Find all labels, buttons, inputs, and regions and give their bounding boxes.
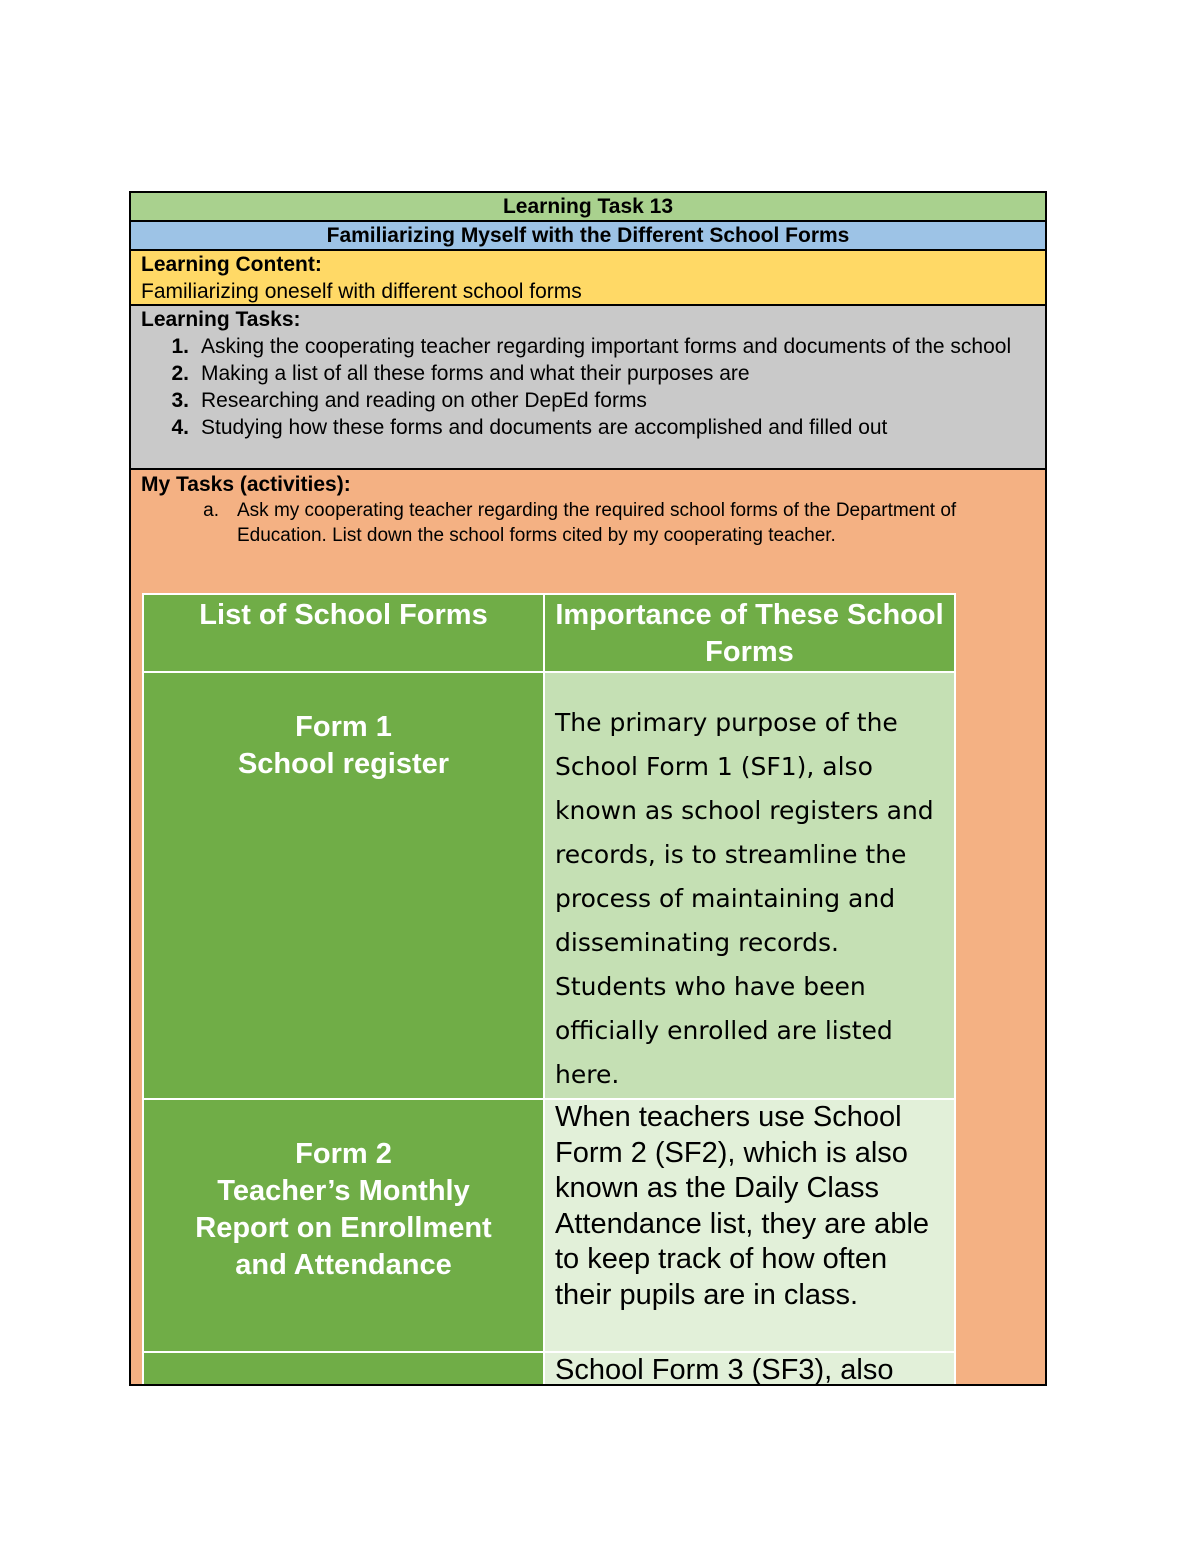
form-number: Form 1 xyxy=(295,711,392,743)
list-item-number: 1. xyxy=(171,335,189,358)
importance-cell xyxy=(544,672,955,1099)
learning-content-text: Familiarizing oneself with different school forms xyxy=(141,280,582,303)
list-item-text: Making a list of all these forms and what their purposes are xyxy=(201,362,750,385)
form-title: Teacher’s Monthly Report on Enrollment and Attendance xyxy=(195,1175,492,1281)
list-item xyxy=(131,360,1045,387)
form-number: Form 2 xyxy=(295,1138,392,1170)
list-item-number: 3. xyxy=(171,389,189,412)
learning-tasks-list xyxy=(131,333,1045,441)
list-item-letter: a. xyxy=(203,500,219,521)
learning-tasks-section xyxy=(131,306,1045,470)
list-item-text: Researching and reading on other DepEd forms xyxy=(201,389,647,412)
title-band xyxy=(131,193,1045,222)
list-item-number: 4. xyxy=(171,416,189,439)
list-item xyxy=(131,387,1045,414)
list-item xyxy=(131,414,1045,441)
form-name-cell xyxy=(143,1352,544,1386)
list-item-text: Asking the cooperating teacher regarding important forms and documents of the school xyxy=(201,335,1012,358)
table-row xyxy=(143,1352,955,1386)
learning-tasks-label: Learning Tasks: xyxy=(141,308,301,331)
importance-cell xyxy=(544,1352,955,1386)
list-item-text: Studying how these forms and documents are accomplished and filled out xyxy=(201,416,888,439)
column-header-forms: List of School Forms xyxy=(143,594,544,672)
form-name-cell xyxy=(143,672,544,1099)
list-item xyxy=(131,333,1045,360)
list-item-text: Ask my cooperating teacher regarding the required school forms of the Department of Education. List down the school forms cited by my cooperating teacher. xyxy=(237,500,957,546)
my-tasks-label: My Tasks (activities): xyxy=(141,473,351,496)
table-row xyxy=(143,1099,955,1352)
importance-cell xyxy=(544,1099,955,1352)
my-tasks-section xyxy=(131,470,1045,548)
importance-text: The primary purpose of the School Form 1 (SF1), also known as school registers and records, is to streamline the process of maintaining and disseminating records. Students who have been officially enrolled are listed here. xyxy=(555,708,934,1089)
learning-content-section xyxy=(131,251,1045,306)
learning-task-document xyxy=(129,191,1047,1386)
importance-text: When teachers use School Form 2 (SF2), which is also known as the Daily Class Attendance list, they are able to keep track of how often their pupils are in class. xyxy=(555,1101,930,1311)
column-header-importance: Importance of These School Forms xyxy=(544,594,955,672)
importance-text: School Form 3 (SF3), also xyxy=(555,1354,894,1386)
table-header-row xyxy=(143,594,955,672)
form-name-cell xyxy=(143,1099,544,1352)
form-title: School register xyxy=(237,748,450,780)
list-item-number: 2. xyxy=(171,362,189,385)
table-row xyxy=(143,672,955,1099)
list-item xyxy=(131,498,1045,548)
page-subtitle: Familiarizing Myself with the Different School Forms xyxy=(326,224,850,247)
learning-content-label: Learning Content: xyxy=(141,253,322,276)
school-forms-table xyxy=(142,593,956,1386)
subtitle-band xyxy=(131,222,1045,251)
page-title: Learning Task 13 xyxy=(502,195,673,218)
